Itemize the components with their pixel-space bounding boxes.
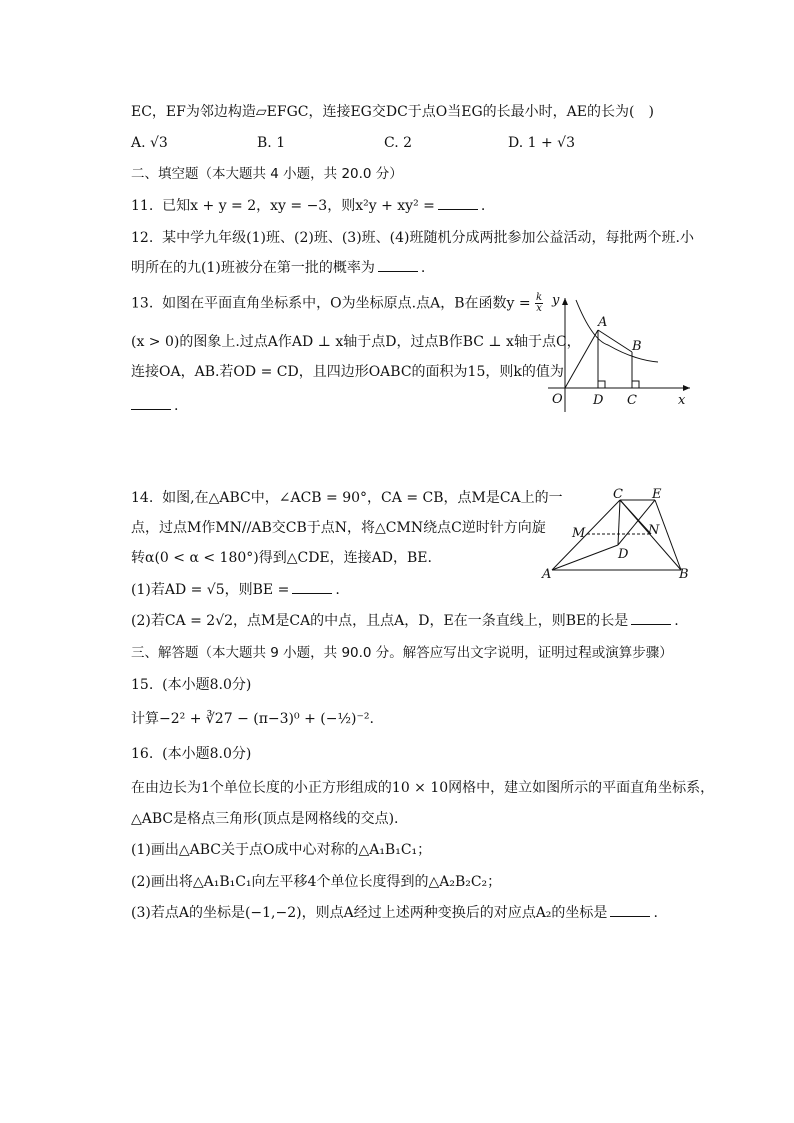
q14-line1: [131, 488, 563, 508]
q13-answer-line: [131, 396, 178, 416]
q14-segment-cd: [618, 500, 620, 545]
q14-part2-end: .: [674, 613, 679, 629]
q14-label-c: C: [613, 487, 623, 502]
q10-option-c: C. 2: [384, 135, 413, 151]
q12-line2-text: 明所在的九(1)班被分在第一批的概率为: [131, 260, 375, 276]
q13-line1: [131, 293, 543, 314]
q14-label-a: A: [542, 567, 552, 582]
q14-part1-text: (1)若AD = √5，则BE =: [131, 582, 290, 598]
q14-line1-text: 如图,在△ABC中，∠ACB = 90°，CA = CB，点M是CA上的一: [162, 490, 563, 506]
q16-line1: 在由边长为1个单位长度的小正方形组成的10 × 10网格中，建立如图所示的平面直角坐标系，: [131, 780, 715, 796]
q14-segment-ad: [552, 545, 618, 570]
q16-part1: (1)画出△ABC关于点O成中心对称的△A₁B₁C₁；: [131, 842, 432, 858]
q16-number: 16.: [131, 746, 154, 762]
q12-end: .: [420, 260, 426, 276]
q14-part1: [131, 580, 340, 600]
q15-number: 15.: [131, 677, 154, 693]
q13-label-y: y: [552, 293, 560, 308]
q13-answer-blank[interactable]: [131, 396, 171, 410]
q13-right-angle-d: [598, 381, 605, 388]
q13-end: .: [174, 398, 179, 414]
q14-part1-blank[interactable]: [292, 580, 332, 594]
q13-right-angle-c: [632, 381, 639, 388]
q13-label-x: x: [678, 393, 686, 408]
q14-label-b: B: [679, 567, 689, 582]
q14-part2-blank[interactable]: [631, 611, 671, 625]
q16-line2: △ABC是格点三角形(顶点是网格线的交点).: [131, 811, 399, 827]
q13-number: 13.: [131, 295, 154, 312]
q13-label-b: B: [632, 339, 642, 354]
q13-label-o: O: [552, 392, 563, 407]
q11-number: 11.: [131, 198, 154, 214]
q14-part2: [131, 611, 679, 631]
q13-segment-oa: [565, 330, 598, 388]
q14-number: 14.: [131, 490, 154, 506]
q15-expression: 计算−2² + ∛27 − (π−3)⁰ + (−½)⁻².: [131, 711, 374, 727]
q14-segment-cn: [620, 500, 651, 534]
q12-answer-blank[interactable]: [378, 258, 418, 272]
q10-option-d: D. 1 + √3: [508, 135, 576, 151]
q10-stem-tail: EC，EF为邻边构造▱EFGC，连接EG交DC于点O当EG的长最小时，AE的长为( ): [131, 104, 654, 120]
q14-label-m: M: [572, 526, 586, 541]
q15-score: (本小题8.0分): [162, 677, 252, 693]
q13-label-d: D: [593, 393, 604, 408]
q12-line2: [131, 258, 425, 278]
q13-curve: [576, 300, 658, 362]
q14-figure: [538, 486, 698, 586]
q15-header: [131, 675, 251, 695]
q13-figure: [540, 290, 700, 420]
q14-part1-end: .: [335, 582, 340, 598]
q11-text: 已知x + y = 2，xy = −3，则x²y + xy² =: [162, 198, 435, 214]
q13-x-arrow: [683, 385, 690, 391]
q13-line3: 连接OA，AB.若OD = CD，且四边形OABC的面积为15，则k的值为: [131, 364, 564, 380]
q12-line1: [131, 228, 694, 248]
q12-line1-text: 某中学九年级(1)班、(2)班、(3)班、(4)班随机分成两批参加公益活动，每批两个班.小: [162, 230, 694, 246]
section-title-solve: 三、解答题（本大题共 9 小题，共 90.0 分。解答应写出文字说明，证明过程或演算步骤）: [131, 645, 673, 661]
q14-label-n: N: [648, 523, 660, 538]
q13-fraction: $\frac{k}{x}$: [536, 292, 543, 314]
q13-line1-text: 如图在平面直角坐标系中，O为坐标原点.点A，B在函数y =: [162, 295, 531, 312]
section-title-fill-blank: 二、填空题（本大题共 4 小题，共 20.0 分）: [131, 166, 403, 182]
q16-part3-text: (3)若点A的坐标是(−1,−2)，则点A经过上述两种变换后的对应点A₂的坐标是: [131, 905, 608, 921]
q13-label-c: C: [627, 393, 637, 408]
q11-end: .: [480, 198, 486, 214]
q16-part3-blank[interactable]: [610, 903, 650, 917]
q16-part3-end: .: [653, 905, 658, 921]
q14-line3: 转α(0 < α < 180°)得到△CDE，连接AD，BE.: [131, 550, 432, 566]
q14-segment-ca: [552, 500, 620, 570]
q16-score: (本小题8.0分): [162, 746, 252, 762]
q10-option-a: A. √3: [131, 135, 168, 151]
q14-line2: 点，过点M作MN//AB交CB于点N，将△CMN绕点C逆时针方向旋: [131, 520, 546, 536]
q14-part2-text: (2)若CA = 2√2，点M是CA的中点，且点A，D，E在一条直线上，则BE的长是: [131, 613, 629, 629]
q14-label-d: D: [618, 547, 629, 562]
q14-label-e: E: [652, 487, 662, 502]
q10-option-b: B. 1: [257, 135, 286, 151]
q13-y-arrow: [562, 298, 568, 305]
q16-part2: (2)画出将△A₁B₁C₁向左平移4个单位长度得到的△A₂B₂C₂；: [131, 874, 502, 890]
q11-answer-blank[interactable]: [438, 196, 478, 210]
question-11: [131, 196, 485, 216]
q16-header: [131, 744, 251, 764]
q16-part3: [131, 903, 658, 923]
q12-number: 12.: [131, 230, 154, 246]
q13-line2: (x > 0)的图象上.过点A作AD ⊥ x轴于点D，过点B作BC ⊥ x轴于点C，: [131, 334, 581, 350]
q13-label-a: A: [598, 315, 608, 330]
